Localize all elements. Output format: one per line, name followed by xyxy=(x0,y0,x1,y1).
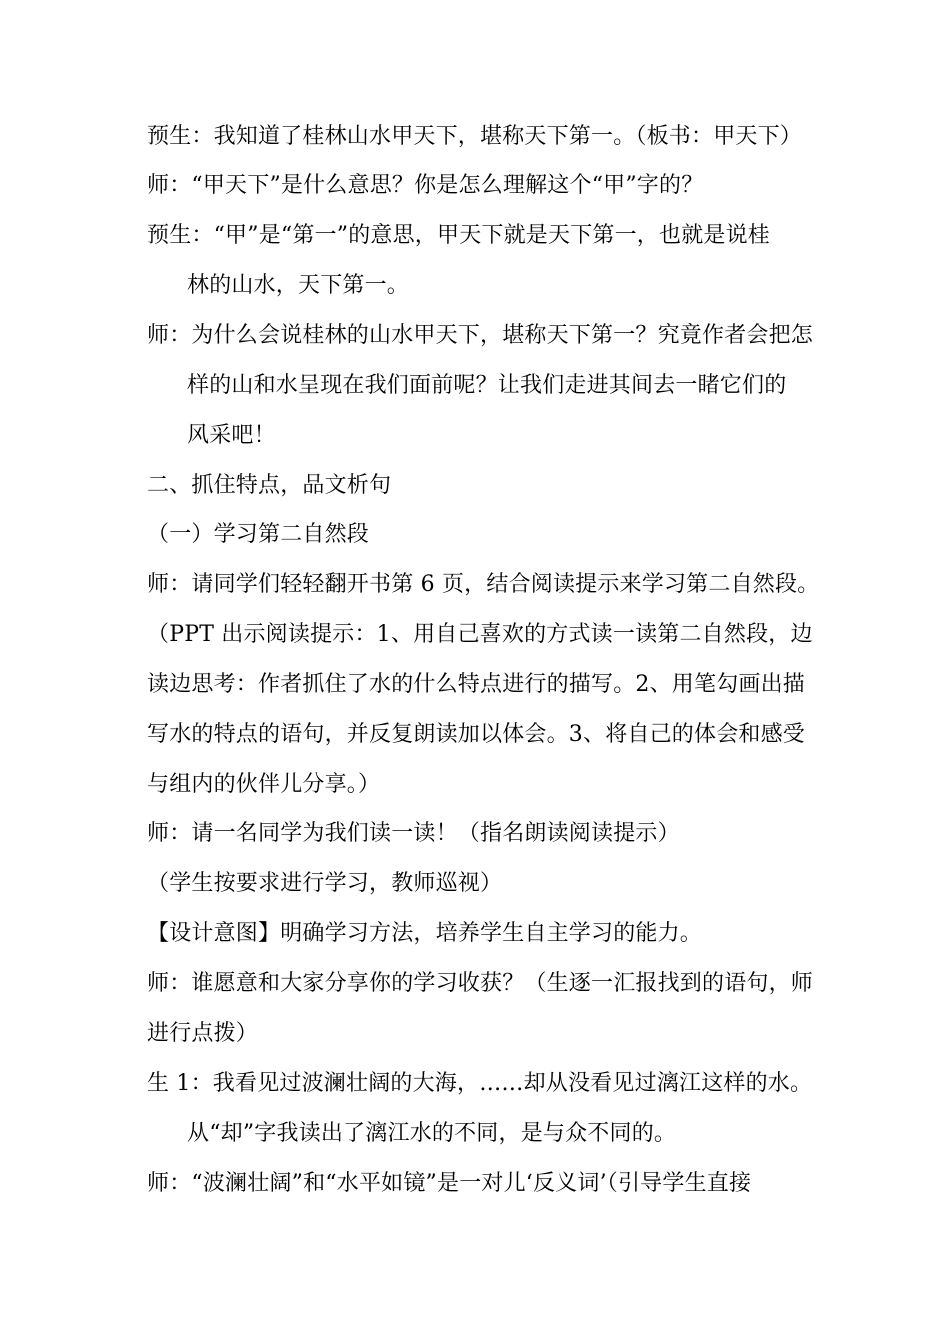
text-line: 与组内的伙伴儿分享。） xyxy=(147,772,381,797)
text-line: （PPT 出示阅读提示：1、用自己喜欢的方式读一读第二自然段，边 xyxy=(147,622,813,647)
text-line: 从“却”字我读出了漓江水的不同，是与众不同的。 xyxy=(187,1121,677,1146)
text-line: 师：“甲天下”是什么意思？你是怎么理解这个“甲”字的？ xyxy=(147,173,704,198)
text-line: 师：请同学们轻轻翻开书第 6 页，结合阅读提示来学习第二自然段。 xyxy=(147,572,820,597)
text-line: 进行点拨） xyxy=(147,1021,259,1046)
text-line: 生 1：我看见过波澜壮阔的大海，……却从没看见过漓江这样的水。 xyxy=(147,1071,813,1096)
subsection-heading: （一）学习第二自然段 xyxy=(147,522,370,547)
text-line: 师：谁愿意和大家分享你的学习收获？（生逐一汇报找到的语句，师 xyxy=(147,971,814,996)
section-heading: 二、抓住特点，品文析句 xyxy=(147,473,392,498)
text-line: 样的山和水呈现在我们面前呢？让我们走进其间去一睹它们的 xyxy=(187,373,787,398)
text-line: 预生：我知道了桂林山水甲天下，堪称天下第一。（板书：甲天下） xyxy=(147,124,803,149)
design-intent-line: 【设计意图】明确学习方法，培养学生自主学习的能力。 xyxy=(147,921,703,946)
text-line: 师：请一名同学为我们读一读！（指名朗读阅读提示） xyxy=(147,821,680,846)
text-line: 写水的特点的语句，并反复朗读加以体会。3、将自己的体会和感受 xyxy=(147,722,805,747)
text-line: 读边思考：作者抓住了水的什么特点进行的描写。2、用笔勾画出描 xyxy=(147,672,805,697)
text-line: 师：为什么会说桂林的山水甲天下，堪称天下第一？究竟作者会把怎 xyxy=(147,323,814,348)
text-line: 师：“波澜壮阔”和“水平如镜”是一对儿‘反义词’（引导学生直接 xyxy=(147,1171,752,1196)
text-line: 预生：“甲”是“第一”的意思，甲天下就是天下第一，也就是说桂 xyxy=(147,223,770,248)
text-line: （学生按要求进行学习，教师巡视） xyxy=(147,871,503,896)
text-line: 林的山水，天下第一。 xyxy=(187,273,410,298)
text-line: 风采吧！ xyxy=(187,423,276,448)
